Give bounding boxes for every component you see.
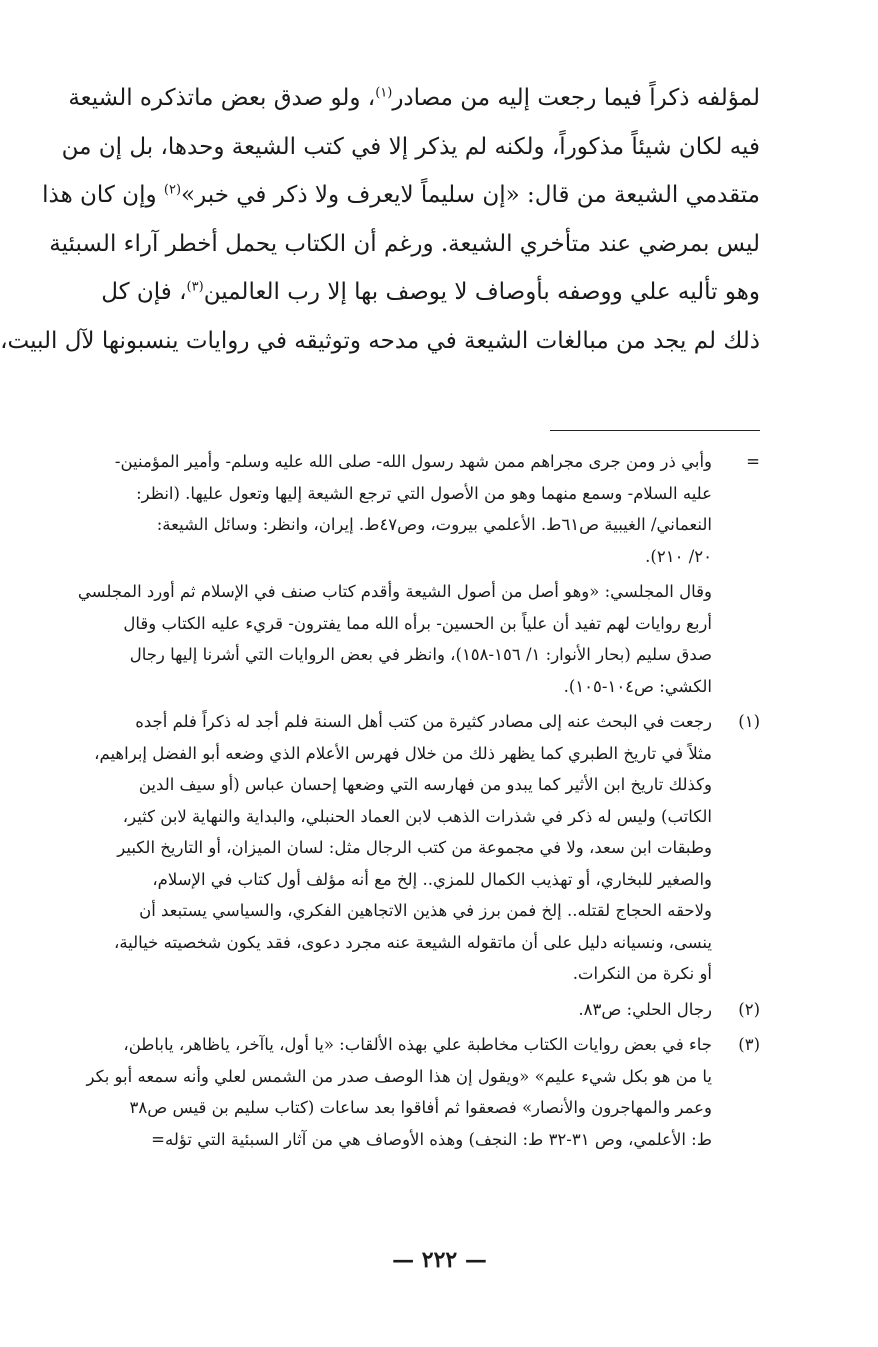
main-line-4: ليس بمرضي عند متأخري الشيعة. ورغم أن الكتاب يحمل أخطر آراء السبئية [49,230,760,257]
footnote-line: صدق سليم (بحار الأنوار: ١/ ١٥٦-١٥٨)، وانظر في بعض الروايات التي أشرنا إليها رجال [129,645,712,664]
footnote-1-marker: (١) [738,712,760,731]
footnote-line: وأبي ذر ومن جرى مجراهم ممن شهد رسول الله- صلى الله عليه وسلم- وأمير المؤمنين- [114,452,712,471]
footnote-line: رجعت في البحث عنه إلى مصادر كثيرة من كتب أهل السنة فلم أجد له ذكراً فلم أجده [135,712,712,731]
main-line-2: فيه لكان شيئاً مذكوراً، ولكنه لم يذكر إلا في كتب الشيعة وحدها، بل إن من [61,133,760,160]
footnote-line: أربع روايات لهم تفيد أن علياً بن الحسين- برأه الله مما يفترون- قريء عليه الكتاب وقال [123,613,712,633]
main-line-1-text: لمؤلفه ذكراً فيما رجعت إليه من مصادر [392,85,760,111]
footnote-line: ٢٠/ ٢١٠). [645,546,712,566]
main-text-block [0,74,760,365]
footnote-line: وكذلك تاريخ ابن الأثير كما يبدو من فهارسه التي وضعها إحسان عباس (أو سيف الدين [138,775,712,794]
footnote-line: وقال المجلسي: «وهو أصل من أصول الشيعة وأقدم كتاب صنف في الإسلام ثم أورد المجلسي [77,582,712,601]
footnote-line: أو نكرة من النكرات. [572,964,712,983]
footnote-line: وطبقات ابن سعد، ولا في مجموعة من كتب الرجال مثل: لسان الميزان، أو التاريخ الكبير [117,838,712,857]
main-line-5 [100,268,760,317]
continuation-marker: = [746,452,760,471]
footnote-majlisi [77,576,760,702]
footnote-line: مثلاً في تاريخ الطبري كما يظهر ذلك من خلال فهرس الأعلام الذي وضعه أبو الفضل إبراهيم، [94,743,712,763]
footnote-line: ط: الأعلمي، وص ٣١-٣٢ ط: النجف) وهذه الأوصاف هي من آثار السبئية التي تؤله= [151,1129,712,1149]
main-line-1-tail: ، ولو صدق بعض ماتذكره الشيعة [68,85,376,111]
footnote-ref-3: (٣) [186,279,204,295]
main-line-3 [42,171,760,220]
footnote-line: الكاتب) وليس له ذكر في شذرات الذهب لابن العماد الحنبلي، والبداية والنهاية لابن كثير، [122,806,712,826]
footnote-line: يا من هو بكل شيء عليم» «ويقول إن هذا الوصف صدر من الشمس لعلي وأنه سمعه أبو بكر [86,1066,712,1086]
footnote-line: وعمر والمهاجرون والأنصار» فصعقوا ثم أفاقوا بعد ساعات (كتاب سليم بن قيس ص٣٨ [129,1098,712,1117]
footnote-line: ينسى، ونسيانه دليل على أن ماتقوله الشيعة عنه مجرد دعوى، فقد يكون شخصيته خيالية، [114,932,712,952]
footnote-continuation [100,446,760,572]
footnote-line: الكشي: ص١٠٤-١٠٥). [563,676,712,696]
main-line-1 [68,74,760,123]
page-number: — ٢٢٢ — [392,1247,487,1273]
footnote-line: والصغير للبخاري، أو تهذيب الكمال للمزي.. إلخ مع أنه مؤلف أول كتاب في الإسلام، [152,869,712,889]
main-line-5-tail: ، فإن كل [101,279,187,305]
footnote-2 [100,994,760,1026]
footnote-ref-1: (١) [375,85,393,101]
footnote-line: عليه السلام- وسمع منهما وهو من الأصول التي ترجع الشيعة إليها وتعول عليها. (انظر: [136,483,712,503]
footnote-line: جاء في بعض روايات الكتاب مخاطبة علي بهذه الألقاب: «يا أول، ياآخر، ياظاهر، ياباطن، [123,1035,712,1054]
footnote-separator [550,430,760,431]
footnote-3-marker: (٣) [738,1035,760,1054]
footnote-ref-2: (٢) [163,182,182,198]
footnote-1 [94,706,760,990]
main-line-5-text: وهو تأليه علي ووصفه بأوصاف لا يوصف بها إلا رب العالمين [203,279,760,305]
footnotes-section [77,446,760,1159]
footnote-2-marker: (٢) [738,999,760,1019]
main-paragraph [0,74,760,365]
footnote-line: ولاحقه الحجاج لقتله.. إلخ فمن برز في هذين الاتجاهين الفكري، والسياسي يستبعد أن [139,901,712,920]
main-line-6: ذلك لم يجد من مبالغات الشيعة في مدحه وتوثيقه في روايات ينسبونها لآل البيت، [0,327,760,354]
footnote-line: رجال الحلي: ص٨٣. [578,999,712,1019]
main-line-3-tail: وإن كان هذا [42,182,164,208]
main-line-3-text: متقدمي الشيعة من قال: «إن سليماً لايعرف ولا ذكر في خبر» [181,182,760,208]
footnote-line: النعماني/ الغيبية ص٦١ط. الأعلمي بيروت، وص٤٧ط. إيران، وانظر: وسائل الشيعة: [156,515,712,534]
footnote-3 [86,1029,760,1155]
